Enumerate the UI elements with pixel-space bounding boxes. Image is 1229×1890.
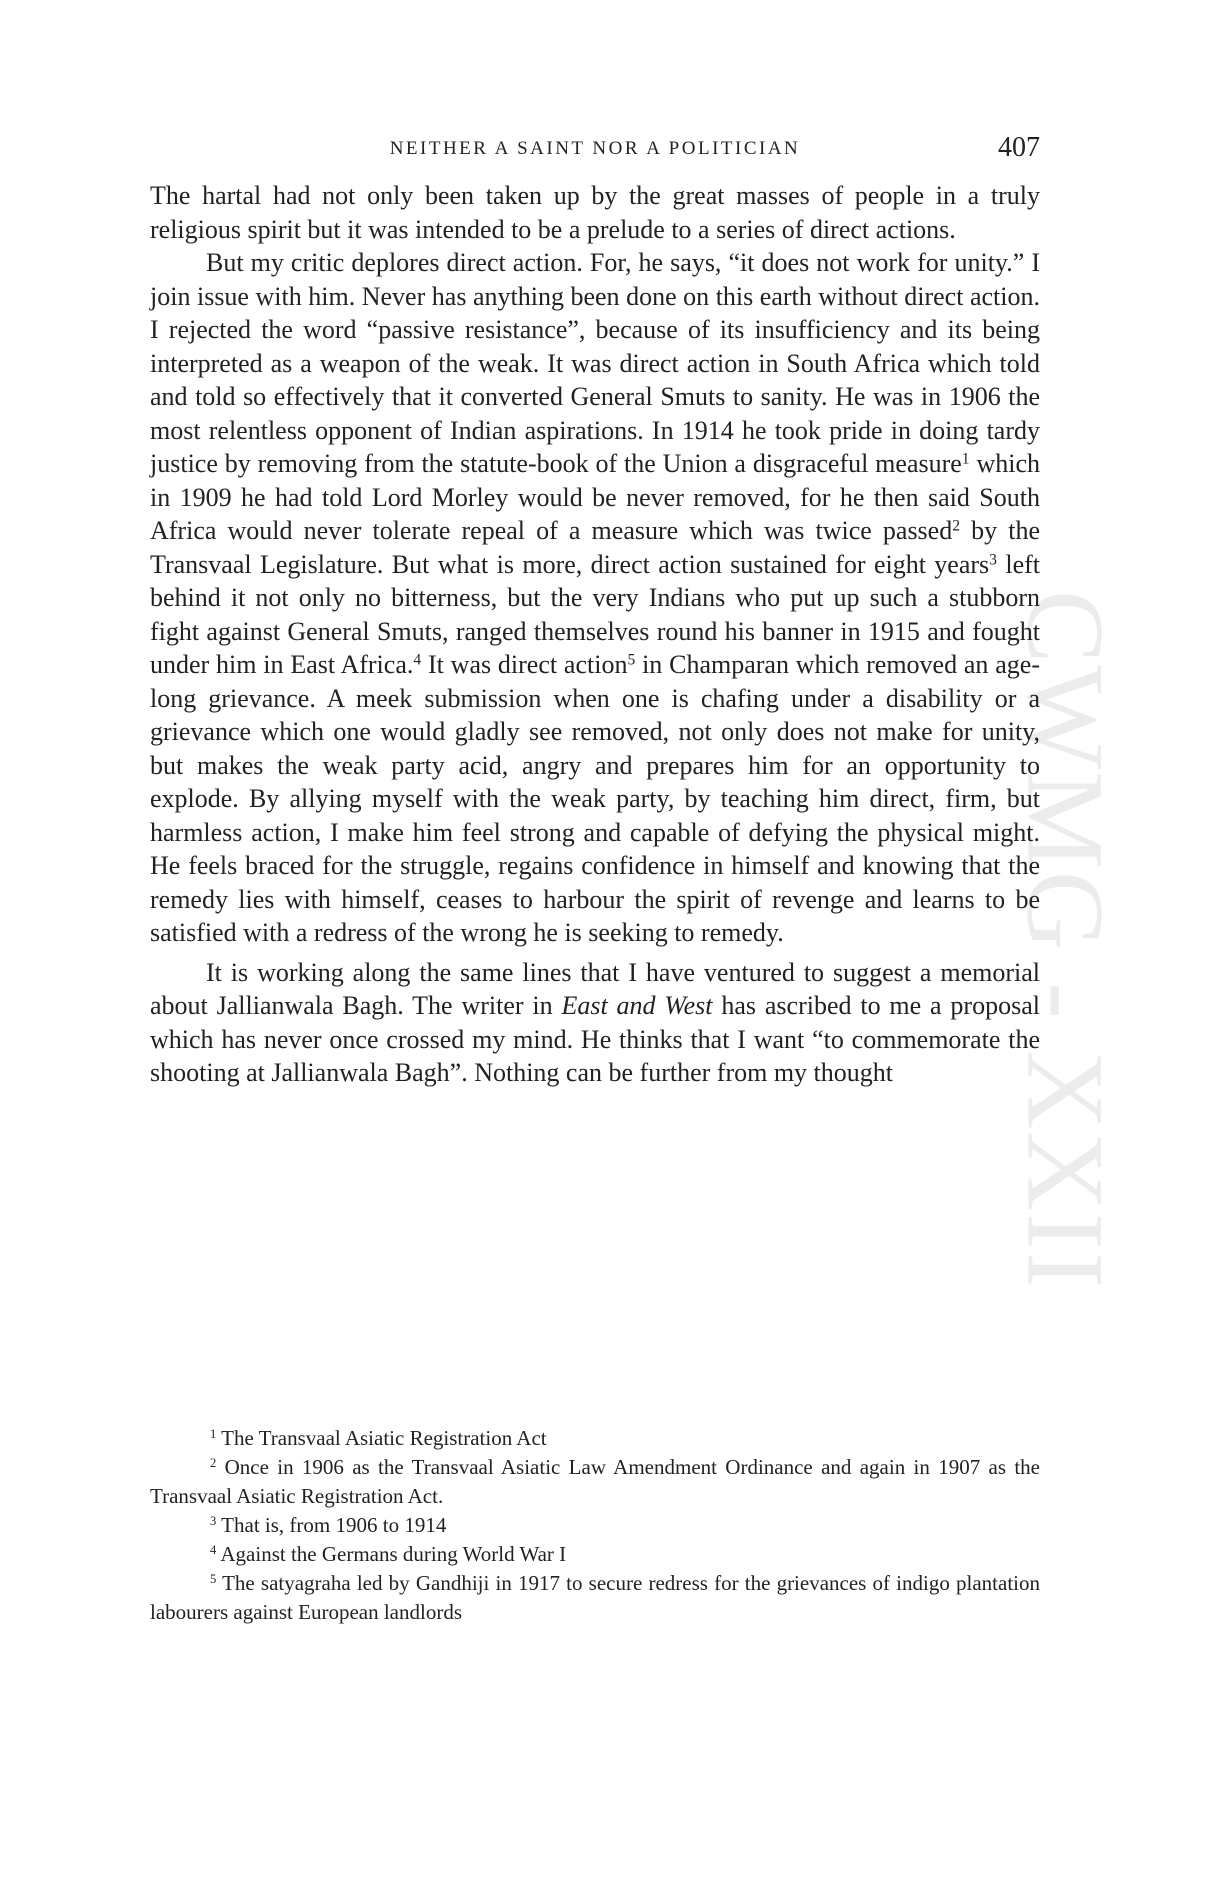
footnote-marker: 3 — [210, 1514, 217, 1529]
footnote — [150, 1511, 1040, 1540]
footnote-ref: 1 — [961, 450, 970, 468]
footnote — [150, 1540, 1040, 1569]
paragraph-text: has ascribed to me a proposal which has never once crossed my mind. He thinks that I want “to commemorate the shooting at Jallianwala Bagh”. Nothing can be further from my thought — [150, 991, 1040, 1087]
footnote-text: The satyagraha led by Gandhiji in 1917 to secure redress for the grievances of indigo plantation labourers against European landlords — [150, 1571, 1040, 1624]
paragraph-text: But my critic deplores direct action. For, he says, “it does not work for unity.” I join issue with him. Never has anything been done on this earth without direct action. I rejected the word “passive resistance”, because of its insufficiency and its being interpreted as a weapon of the weak. It was direct action in South Africa which told and told so effectively that it converted General Smuts to sanity. He was in 1906 the most relentless opponent of Indian aspirations. In 1914 he took pride in doing tardy justice by removing from the statute-book of the Union a disgraceful measure — [150, 248, 1040, 478]
paragraph — [150, 246, 1040, 950]
paragraph-text: which in 1909 he had told Lord Morley would be never removed, for he then said South Africa would never tolerate repeal of a measure which was twice passed — [150, 449, 1040, 545]
footnote — [150, 1569, 1040, 1627]
italic-title: East and West — [561, 991, 713, 1020]
footnote-ref: 5 — [627, 651, 636, 669]
footnote-text: Once in 1906 as the Transvaal Asiatic Law Amendment Ordinance and again in 1907 as the Transvaal Asiatic Registration Act. — [150, 1455, 1040, 1508]
paragraph-text: in Champaran which removed an age-long grievance. A meek submission when one is chafing under a disability or a grievance which one would gladly see removed, not only does not make for unity, but makes the weak party acid, angry and prepares him for an opportunity to explode. By allying myself with the weak party, by teaching him direct, firm, but harmless action, I make him feel strong and capable of defying the physical might. He feels braced for the struggle, regains confidence in himself and knowing that the remedy lies with himself, ceases to harbour the spirit of revenge and learns to be satisfied with a redress of the wrong he is seeking to remedy. — [150, 650, 1040, 947]
paragraph-text: left behind it not only no bitterness, but the very Indians who put up such a stubborn fight against General Smuts, ranged themselves round his banner in 1915 and fought under him in East Africa. — [150, 549, 1040, 679]
page-number: 407 — [998, 132, 1040, 163]
footnote — [150, 1453, 1040, 1511]
footnote — [150, 1424, 1040, 1453]
footnote-ref: 2 — [952, 517, 961, 535]
paragraph-text: It was direct action — [421, 650, 628, 679]
watermark: CWMG - XXII — [1004, 589, 1127, 1291]
footnote-marker: 4 — [210, 1543, 217, 1558]
footnote-text: The Transvaal Asiatic Registration Act — [216, 1426, 547, 1450]
footnote-marker: 5 — [210, 1572, 217, 1587]
footnotes — [150, 1424, 1040, 1627]
running-title: NEITHER A SAINT NOR A POLITICIAN — [389, 138, 801, 159]
footnote-ref: 4 — [413, 651, 422, 669]
footnote-marker: 2 — [210, 1456, 217, 1471]
running-head — [150, 132, 1040, 172]
footnote-ref: 3 — [989, 550, 997, 568]
paragraph: The hartal had not only been taken up by the great masses of people in a truly religious spirit but it was intended to be a prelude to a series of direct actions. — [150, 181, 1040, 244]
footnote-marker: 1 — [210, 1427, 217, 1442]
footnote-text: That is, from 1906 to 1914 — [216, 1513, 447, 1537]
paragraph — [150, 956, 1040, 1090]
paragraph-text: It is working along the same lines that I have ventured to suggest a memorial about Jallianwala Bagh. The writer in — [150, 957, 1040, 1020]
body-text — [150, 179, 1040, 1090]
footnote-text: Against the Germans during World War I — [216, 1542, 567, 1566]
paragraph-text: by the Transvaal Legislature. But what is more, direct action sustained for eight years — [150, 516, 1041, 579]
